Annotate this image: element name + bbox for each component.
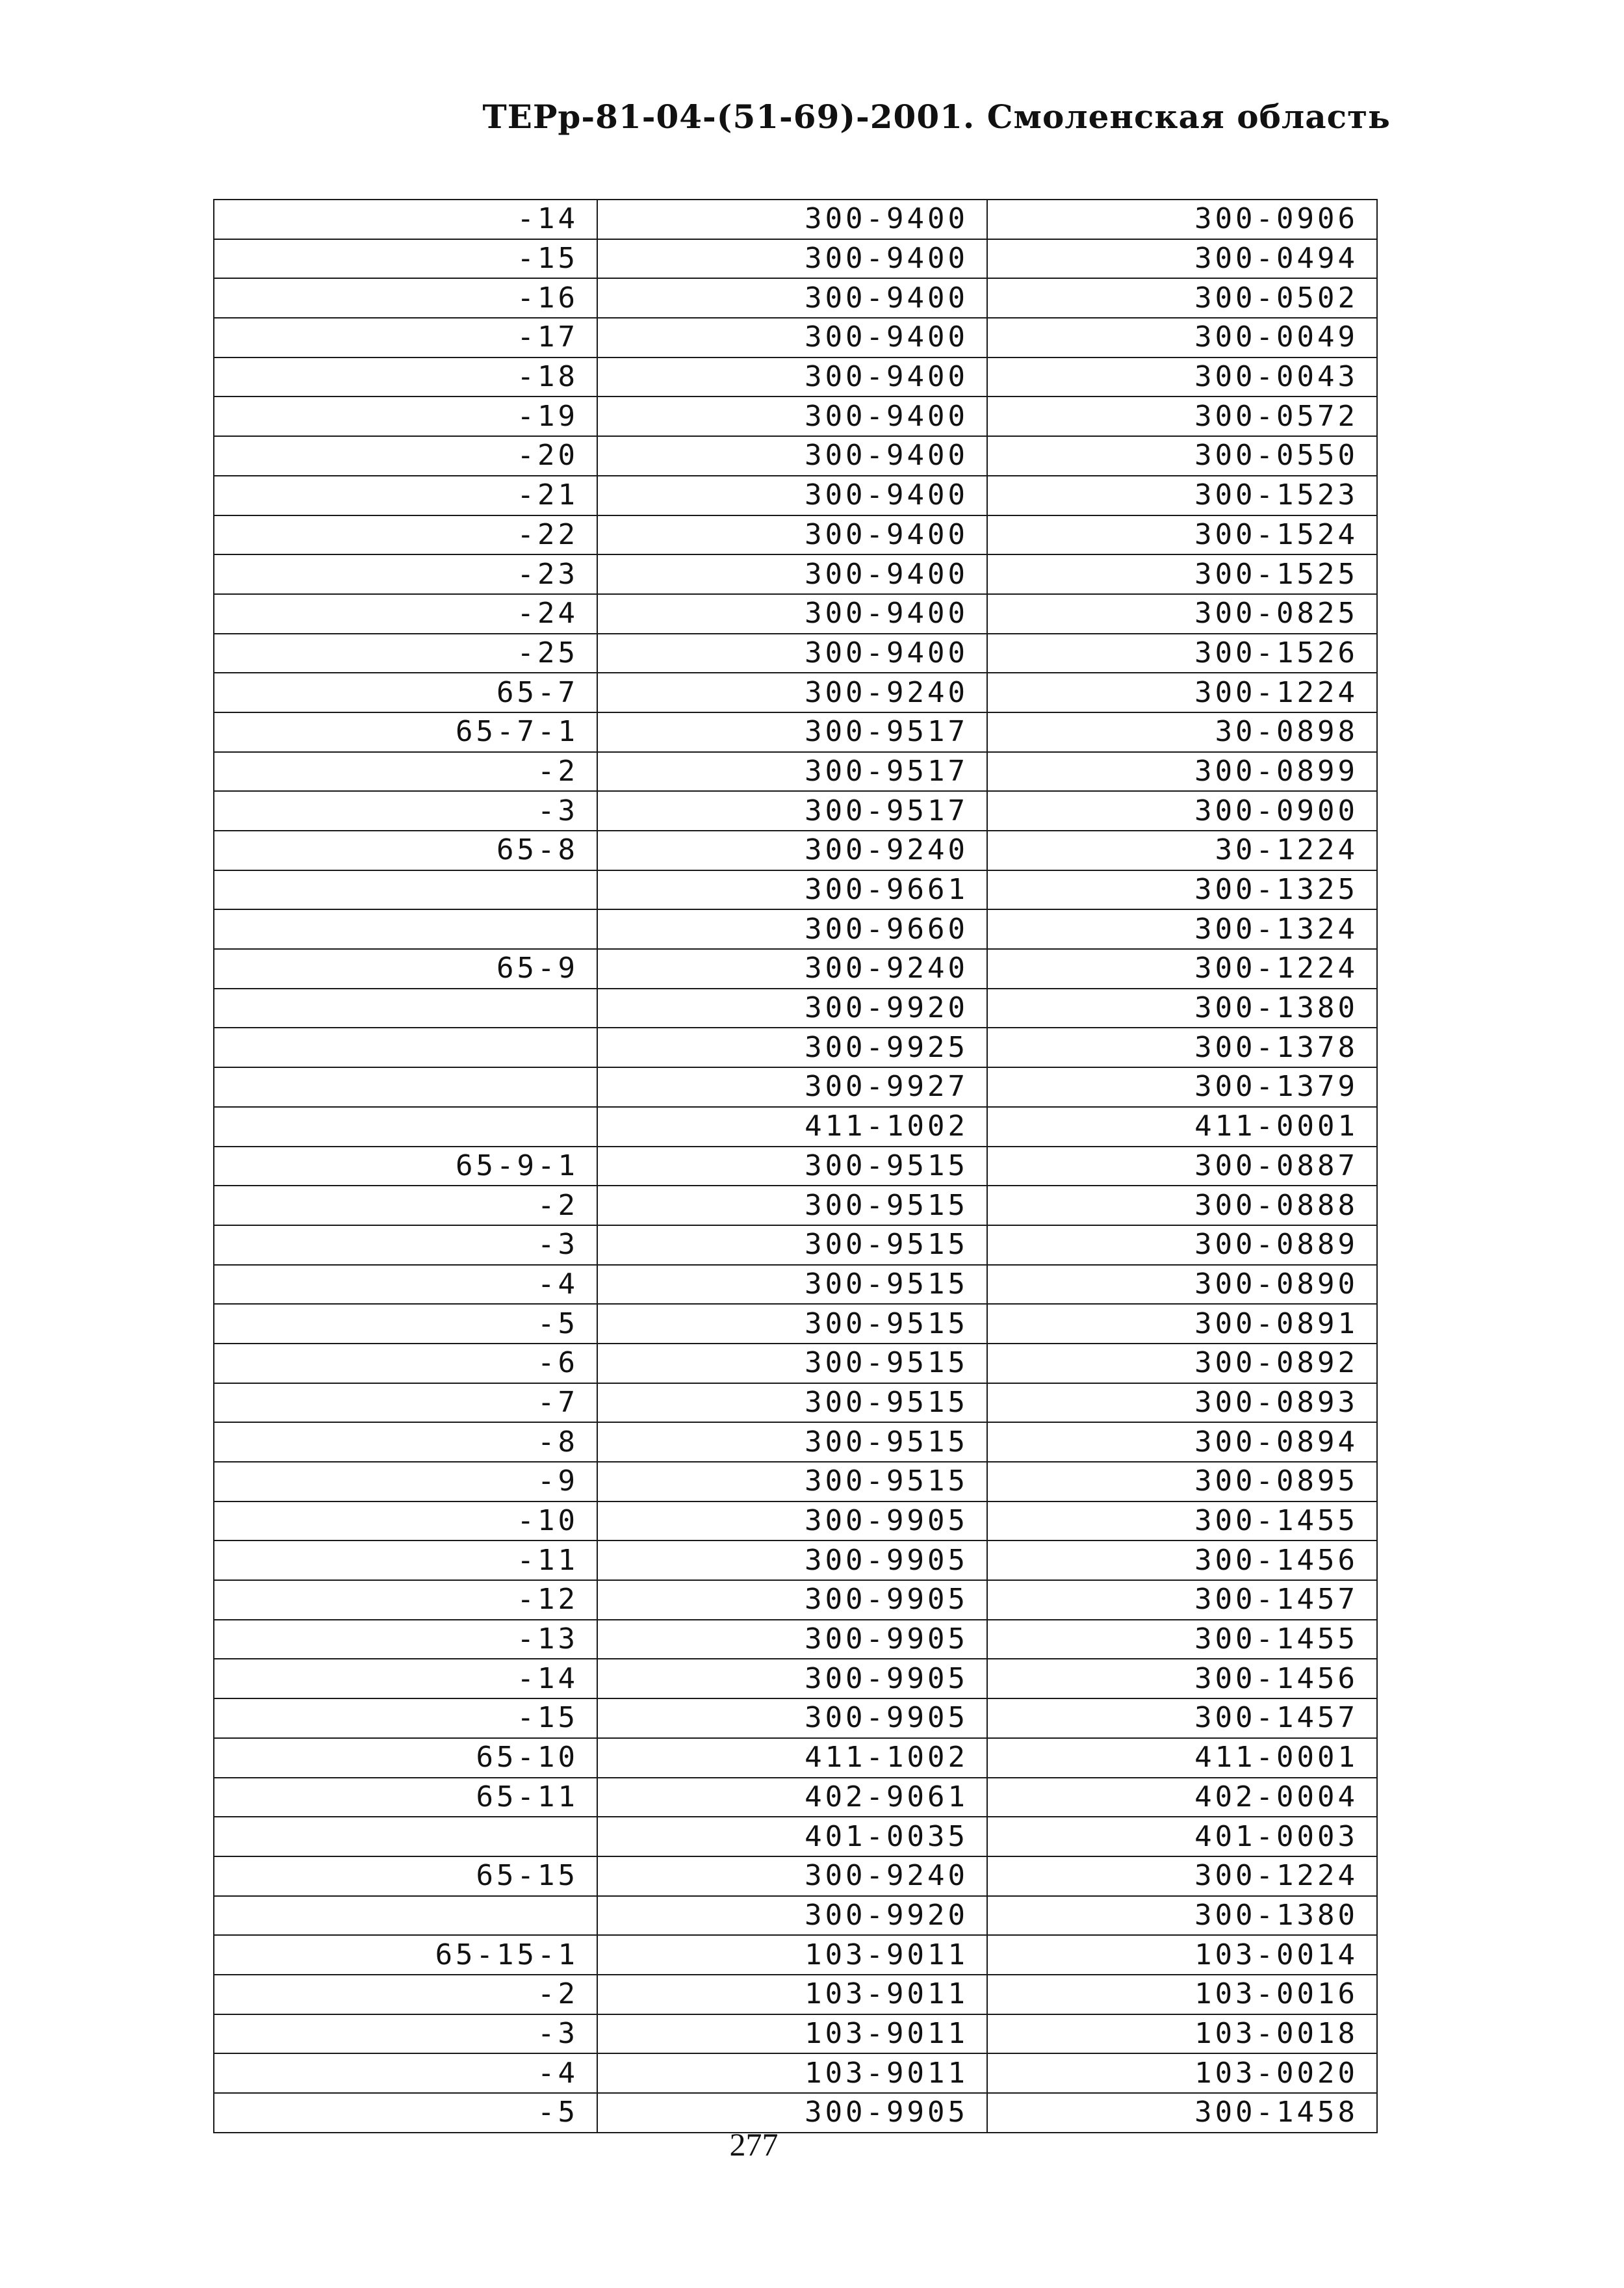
table-row: [214, 909, 1377, 949]
replacement-code-cell: 300-1457: [987, 1580, 1377, 1620]
resource-code-cell: 300-9515: [597, 1147, 987, 1186]
replacement-code-cell: 300-0887: [987, 1147, 1377, 1186]
resource-code-cell: 300-9240: [597, 673, 987, 712]
resource-code-cell: 300-9905: [597, 1540, 987, 1580]
item-code-cell: -5: [214, 1304, 597, 1344]
resource-code-cell: 300-9240: [597, 831, 987, 870]
resource-code-cell: 300-9905: [597, 1698, 987, 1738]
item-code-cell: -8: [214, 1422, 597, 1462]
replacement-code-cell: 300-1380: [987, 989, 1377, 1028]
replacement-code-cell: 411-0001: [987, 1107, 1377, 1147]
resource-code-cell: 300-9240: [597, 1856, 987, 1896]
replacement-code-cell: 300-1456: [987, 1659, 1377, 1698]
replacement-code-cell: 300-0906: [987, 200, 1377, 239]
item-code-cell: -19: [214, 396, 597, 436]
replacement-code-cell: 103-0020: [987, 2053, 1377, 2093]
page-header: ТЕРр-81-04-(51-69)-2001. Смоленская область: [482, 98, 1391, 136]
replacement-code-cell: 401-0003: [987, 1817, 1377, 1856]
table-row: [214, 1462, 1377, 1502]
table-row: [214, 1698, 1377, 1738]
item-code-cell: -11: [214, 1540, 597, 1580]
resource-code-cell: 103-9011: [597, 2014, 987, 2054]
item-code-cell: -13: [214, 1620, 597, 1659]
table-row: [214, 594, 1377, 634]
table-row: [214, 1304, 1377, 1344]
item-code-cell: [214, 909, 597, 949]
code-table-body: [214, 200, 1377, 2133]
item-code-cell: -6: [214, 1344, 597, 1383]
item-code-cell: 65-11: [214, 1778, 597, 1817]
resource-code-cell: 300-9925: [597, 1028, 987, 1067]
item-code-cell: -25: [214, 634, 597, 673]
resource-code-cell: 300-9515: [597, 1186, 987, 1225]
resource-code-cell: 300-9400: [597, 436, 987, 476]
resource-code-cell: 300-9400: [597, 396, 987, 436]
table-row: [214, 1540, 1377, 1580]
table-row: [214, 358, 1377, 397]
resource-code-cell: 300-9905: [597, 1659, 987, 1698]
replacement-code-cell: 300-0892: [987, 1344, 1377, 1383]
table-row: [214, 278, 1377, 318]
table-row: [214, 1383, 1377, 1423]
resource-code-cell: 103-9011: [597, 1975, 987, 2014]
item-code-cell: [214, 1067, 597, 1107]
resource-code-cell: 300-9905: [597, 2093, 987, 2133]
table-row: [214, 1778, 1377, 1817]
replacement-code-cell: 300-0899: [987, 752, 1377, 792]
table-row: [214, 396, 1377, 436]
resource-code-cell: 300-9515: [597, 1265, 987, 1305]
item-code-cell: -5: [214, 2093, 597, 2133]
table-row: [214, 1502, 1377, 1541]
table-row: [214, 1620, 1377, 1659]
item-code-cell: -17: [214, 318, 597, 358]
replacement-code-cell: 300-1224: [987, 673, 1377, 712]
replacement-code-cell: 300-1325: [987, 870, 1377, 910]
item-code-cell: -14: [214, 1659, 597, 1698]
item-code-cell: -20: [214, 436, 597, 476]
replacement-code-cell: 30-1224: [987, 831, 1377, 870]
resource-code-cell: 401-0035: [597, 1817, 987, 1856]
table-row: [214, 673, 1377, 712]
table-row: [214, 436, 1377, 476]
replacement-code-cell: 300-1224: [987, 1856, 1377, 1896]
table-row: [214, 1186, 1377, 1225]
item-code-cell: -18: [214, 358, 597, 397]
table-row: [214, 870, 1377, 910]
replacement-code-cell: 300-1455: [987, 1502, 1377, 1541]
item-code-cell: -7: [214, 1383, 597, 1423]
replacement-code-cell: 300-1457: [987, 1698, 1377, 1738]
replacement-code-cell: 300-1380: [987, 1896, 1377, 1936]
resource-code-cell: 300-9517: [597, 752, 987, 792]
resource-code-cell: 103-9011: [597, 1935, 987, 1975]
resource-code-cell: 300-9905: [597, 1620, 987, 1659]
item-code-cell: -2: [214, 1975, 597, 2014]
item-code-cell: [214, 1107, 597, 1147]
item-code-cell: -3: [214, 1225, 597, 1265]
replacement-code-cell: 300-1526: [987, 634, 1377, 673]
item-code-cell: -4: [214, 2053, 597, 2093]
replacement-code-cell: 300-0890: [987, 1265, 1377, 1305]
table-row: [214, 476, 1377, 515]
replacement-code-cell: 300-0888: [987, 1186, 1377, 1225]
table-row: [214, 831, 1377, 870]
replacement-code-cell: 300-1525: [987, 554, 1377, 594]
resource-code-cell: 411-1002: [597, 1107, 987, 1147]
resource-code-cell: 300-9927: [597, 1067, 987, 1107]
table-row: [214, 989, 1377, 1028]
resource-code-cell: 300-9400: [597, 554, 987, 594]
table-row: [214, 1975, 1377, 2014]
replacement-code-cell: 103-0018: [987, 2014, 1377, 2054]
replacement-code-cell: 300-1455: [987, 1620, 1377, 1659]
item-code-cell: -2: [214, 752, 597, 792]
table-row: [214, 791, 1377, 831]
resource-code-cell: 300-9660: [597, 909, 987, 949]
replacement-code-cell: 300-0900: [987, 791, 1377, 831]
replacement-code-cell: 300-1456: [987, 1540, 1377, 1580]
resource-code-cell: 300-9400: [597, 515, 987, 555]
resource-code-cell: 300-9905: [597, 1580, 987, 1620]
replacement-code-cell: 300-1224: [987, 949, 1377, 989]
item-code-cell: -14: [214, 200, 597, 239]
item-code-cell: [214, 1028, 597, 1067]
replacement-code-cell: 300-1524: [987, 515, 1377, 555]
replacement-code-cell: 300-0889: [987, 1225, 1377, 1265]
item-code-cell: -22: [214, 515, 597, 555]
replacement-code-cell: 300-0502: [987, 278, 1377, 318]
replacement-code-cell: 300-0572: [987, 396, 1377, 436]
resource-code-cell: 300-9905: [597, 1502, 987, 1541]
item-code-cell: [214, 1896, 597, 1936]
item-code-cell: -21: [214, 476, 597, 515]
item-code-cell: -24: [214, 594, 597, 634]
table-row: [214, 515, 1377, 555]
table-row: [214, 1107, 1377, 1147]
replacement-code-cell: 300-0893: [987, 1383, 1377, 1423]
resource-code-cell: 300-9517: [597, 791, 987, 831]
table-row: [214, 239, 1377, 279]
replacement-code-cell: 300-1324: [987, 909, 1377, 949]
item-code-cell: [214, 870, 597, 910]
page-number: 277: [729, 2126, 779, 2163]
replacement-code-cell: 402-0004: [987, 1778, 1377, 1817]
table-row: [214, 1817, 1377, 1856]
table-row: [214, 1580, 1377, 1620]
resource-code-cell: 300-9515: [597, 1462, 987, 1502]
replacement-code-cell: 300-0825: [987, 594, 1377, 634]
item-code-cell: -15: [214, 1698, 597, 1738]
resource-code-cell: 411-1002: [597, 1738, 987, 1778]
table-row: [214, 1738, 1377, 1778]
resource-code-cell: 300-9920: [597, 1896, 987, 1936]
resource-code-cell: 402-9061: [597, 1778, 987, 1817]
item-code-cell: -9: [214, 1462, 597, 1502]
table-row: [214, 200, 1377, 239]
replacement-code-cell: 300-0550: [987, 436, 1377, 476]
item-code-cell: -12: [214, 1580, 597, 1620]
table-row: [214, 554, 1377, 594]
resource-code-cell: 300-9515: [597, 1383, 987, 1423]
item-code-cell: -4: [214, 1265, 597, 1305]
table-row: [214, 1265, 1377, 1305]
item-code-cell: -10: [214, 1502, 597, 1541]
table-row: [214, 1422, 1377, 1462]
resource-code-cell: 300-9400: [597, 594, 987, 634]
table-row: [214, 2053, 1377, 2093]
replacement-code-cell: 103-0016: [987, 1975, 1377, 2014]
table-row: [214, 1856, 1377, 1896]
resource-code-cell: 300-9515: [597, 1344, 987, 1383]
resource-code-cell: 300-9400: [597, 239, 987, 279]
table-row: [214, 752, 1377, 792]
table-row: [214, 1067, 1377, 1107]
table-row: [214, 1028, 1377, 1067]
item-code-cell: 65-7: [214, 673, 597, 712]
resource-code-cell: 300-9400: [597, 634, 987, 673]
table-row: [214, 318, 1377, 358]
item-code-cell: -15: [214, 239, 597, 279]
resource-code-cell: 300-9400: [597, 278, 987, 318]
resource-code-cell: 300-9661: [597, 870, 987, 910]
item-code-cell: 65-9-1: [214, 1147, 597, 1186]
replacement-code-cell: 300-1458: [987, 2093, 1377, 2133]
resource-code-cell: 300-9400: [597, 200, 987, 239]
resource-code-cell: 300-9400: [597, 476, 987, 515]
replacement-code-cell: 300-0049: [987, 318, 1377, 358]
replacement-code-cell: 103-0014: [987, 1935, 1377, 1975]
item-code-cell: -23: [214, 554, 597, 594]
replacement-code-cell: 300-1378: [987, 1028, 1377, 1067]
replacement-code-cell: 300-0895: [987, 1462, 1377, 1502]
item-code-cell: -3: [214, 791, 597, 831]
resource-code-cell: 300-9515: [597, 1225, 987, 1265]
resource-code-cell: 300-9517: [597, 712, 987, 752]
table-row: [214, 1344, 1377, 1383]
item-code-cell: [214, 989, 597, 1028]
resource-code-cell: 300-9240: [597, 949, 987, 989]
code-table: [213, 199, 1378, 2133]
table-row: [214, 949, 1377, 989]
resource-code-cell: 300-9400: [597, 318, 987, 358]
replacement-code-cell: 300-0043: [987, 358, 1377, 397]
item-code-cell: -2: [214, 1186, 597, 1225]
replacement-code-cell: 300-0894: [987, 1422, 1377, 1462]
replacement-code-cell: 300-1523: [987, 476, 1377, 515]
table-row: [214, 1147, 1377, 1186]
replacement-code-cell: 30-0898: [987, 712, 1377, 752]
replacement-code-cell: 300-0891: [987, 1304, 1377, 1344]
item-code-cell: 65-8: [214, 831, 597, 870]
resource-code-cell: 300-9515: [597, 1304, 987, 1344]
item-code-cell: -16: [214, 278, 597, 318]
replacement-code-cell: 300-1379: [987, 1067, 1377, 1107]
replacement-code-cell: 411-0001: [987, 1738, 1377, 1778]
item-code-cell: 65-10: [214, 1738, 597, 1778]
table-row: [214, 1896, 1377, 1936]
item-code-cell: 65-9: [214, 949, 597, 989]
item-code-cell: -3: [214, 2014, 597, 2054]
table-row: [214, 2014, 1377, 2054]
item-code-cell: [214, 1817, 597, 1856]
table-row: [214, 1659, 1377, 1698]
replacement-code-cell: 300-0494: [987, 239, 1377, 279]
resource-code-cell: 300-9920: [597, 989, 987, 1028]
table-row: [214, 1935, 1377, 1975]
resource-code-cell: 300-9400: [597, 358, 987, 397]
item-code-cell: 65-15-1: [214, 1935, 597, 1975]
resource-code-cell: 300-9515: [597, 1422, 987, 1462]
table-row: [214, 712, 1377, 752]
item-code-cell: 65-15: [214, 1856, 597, 1896]
table-row: [214, 634, 1377, 673]
table-row: [214, 1225, 1377, 1265]
resource-code-cell: 103-9011: [597, 2053, 987, 2093]
item-code-cell: 65-7-1: [214, 712, 597, 752]
